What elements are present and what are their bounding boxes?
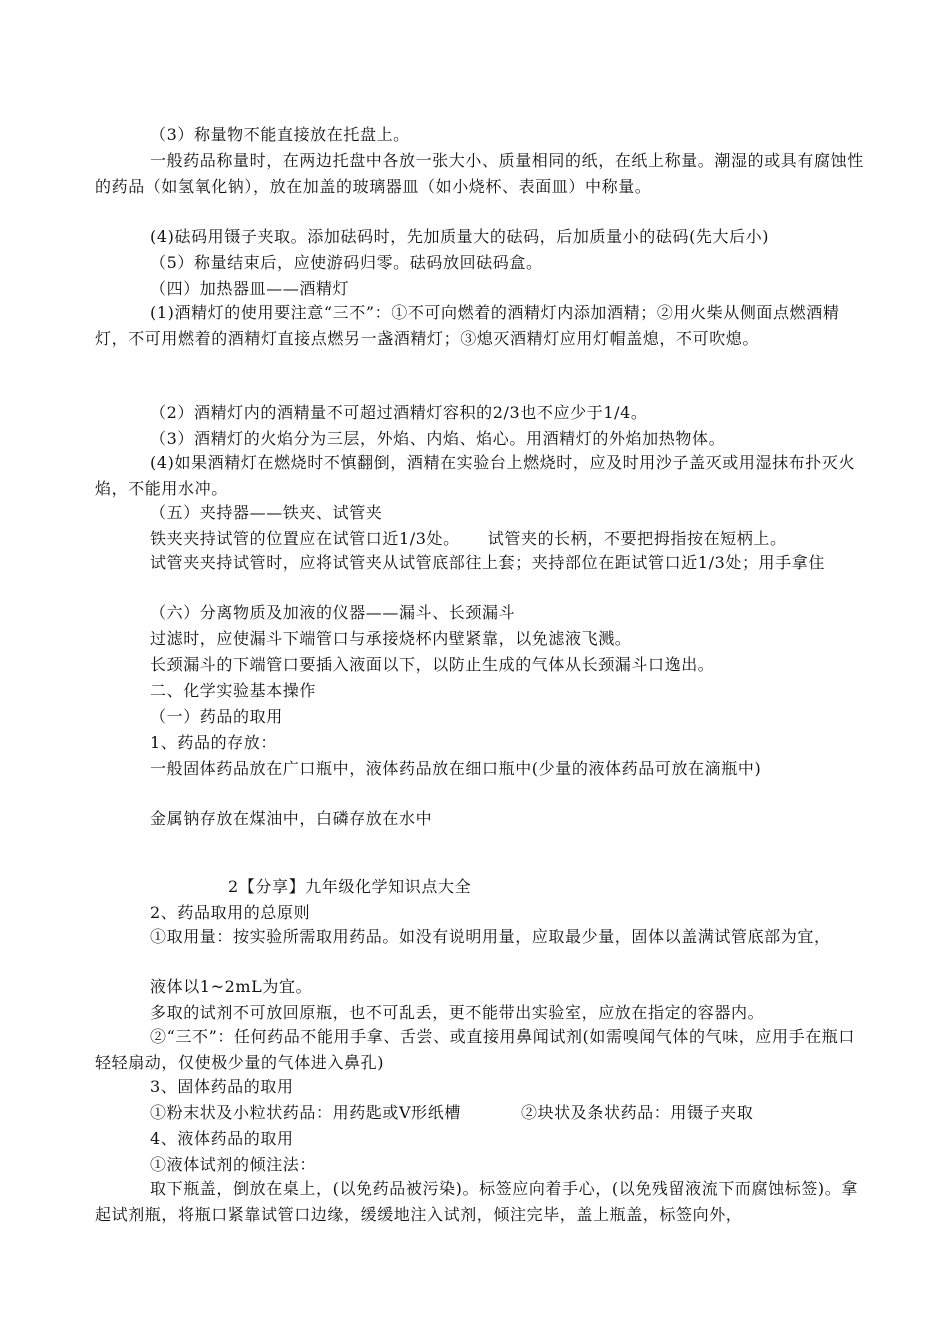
text-line: 1、药品的存放： xyxy=(150,733,277,752)
text-line: 多取的试剂不可放回原瓶，也不可乱丢，更不能带出实验室，应放在指定的容器内。 xyxy=(150,1003,765,1022)
text-line: 2、药品取用的总原则 xyxy=(150,903,311,922)
text-line: （五）夹持器——铁夹、试管夹 xyxy=(150,503,383,522)
section-heading: 2【分享】九年级化学知识点大全 xyxy=(228,877,472,896)
text-line: （5）称量结束后，应使游码归零。砝码放回砝码盒。 xyxy=(150,253,543,272)
text-segment: ②块状及条状药品：用镊子夹取 xyxy=(520,1103,754,1122)
text-line: 金属钠存放在煤油中，白磷存放在水中 xyxy=(150,809,433,828)
text-paragraph: ①取用量：按实验所需取用药品。如没有说明用量，应取最少量，固体以盖满试管底部为宜， xyxy=(150,927,831,946)
text-line: （一）药品的取用 xyxy=(150,707,283,726)
text-segment: 铁夹夹持试管的位置应在试管口近1/3处。 xyxy=(150,529,460,548)
text-line: ①液体试剂的倾注法： xyxy=(150,1155,317,1174)
text-line: （六）分离物质及加液的仪器——漏斗、长颈漏斗 xyxy=(150,603,516,622)
text-paragraph: (1)酒精灯的使用要注意“三不”：①不可向燃着的酒精灯内添加酒精；②用火柴从侧面点燃酒精灯，不可用燃着的酒精灯直接点燃另一盏酒精灯；③熄灭酒精灯应用灯帽盖熄，不可吹熄。 xyxy=(95,303,840,348)
text-line: 一般固体药品放在广口瓶中，液体药品放在细口瓶中(少量的液体药品可放在滴瓶中) xyxy=(150,759,762,778)
text-line: 3、固体药品的取用 xyxy=(150,1077,294,1096)
text-line: 二、化学实验基本操作 xyxy=(150,681,317,700)
text-line xyxy=(150,526,787,552)
text-segment: 试管夹的长柄，不要把拇指按在短柄上。 xyxy=(487,529,787,548)
text-line: （3）酒精灯的火焰分为三层，外焰、内焰、焰心。用酒精灯的外焰加热物体。 xyxy=(150,429,726,448)
text-line xyxy=(150,1100,753,1126)
text-paragraph: 试管夹夹持试管时，应将试管夹从试管底部往上套；夹持部位在距试管口近1/3处；用手拿住 xyxy=(150,553,825,572)
text-segment: ①粉末状及小粒状药品：用药匙或V形纸槽 xyxy=(150,1103,461,1122)
text-paragraph: 取下瓶盖，倒放在桌上，(以免药品被污染)。标签应向着手心，(以免残留液流下而腐蚀标签)。拿起试剂瓶，将瓶口紧靠试管口边缘，缓缓地注入试剂，倾注完毕，盖上瓶盖，标签向外， xyxy=(95,1179,858,1224)
text-paragraph: (4)如果酒精灯在燃烧时不慎翻倒，酒精在实验台上燃烧时，应及时用沙子盖灭或用湿抹布扑灭火焰，不能用水冲。 xyxy=(95,453,856,498)
text-line: （四）加热器皿——酒精灯 xyxy=(150,279,350,298)
text-line: 长颈漏斗的下端管口要插入液面以下，以防止生成的气体从长颈漏斗口逸出。 xyxy=(150,655,715,674)
text-line: （3）称量物不能直接放在托盘上。 xyxy=(150,125,410,144)
text-paragraph: 一般药品称量时，在两边托盘中各放一张大小、质量相同的纸，在纸上称量。潮湿的或具有腐蚀性的药品（如氢氧化钠），放在加盖的玻璃器皿（如小烧杯、表面皿）中称量。 xyxy=(95,151,864,196)
text-line: 液体以1~2mL为宜。 xyxy=(150,977,313,996)
text-line: (4)砝码用镊子夹取。添加砝码时，先加质量大的砝码，后加质量小的砝码(先大后小) xyxy=(150,227,770,246)
text-line: 过滤时，应使漏斗下端管口与承接烧杯内壁紧靠，以免滤液飞溅。 xyxy=(150,629,632,648)
text-line: （2）酒精灯内的酒精量不可超过酒精灯容积的2/3也不应少于1/4。 xyxy=(150,403,648,422)
text-paragraph: ②“三不”：任何药品不能用手拿、舌尝、或直接用鼻闻试剂(如需嗅闻气体的气味，应用手在瓶口轻轻扇动，仅使极少量的气体进入鼻孔) xyxy=(95,1027,856,1072)
text-line: 4、液体药品的取用 xyxy=(150,1129,294,1148)
